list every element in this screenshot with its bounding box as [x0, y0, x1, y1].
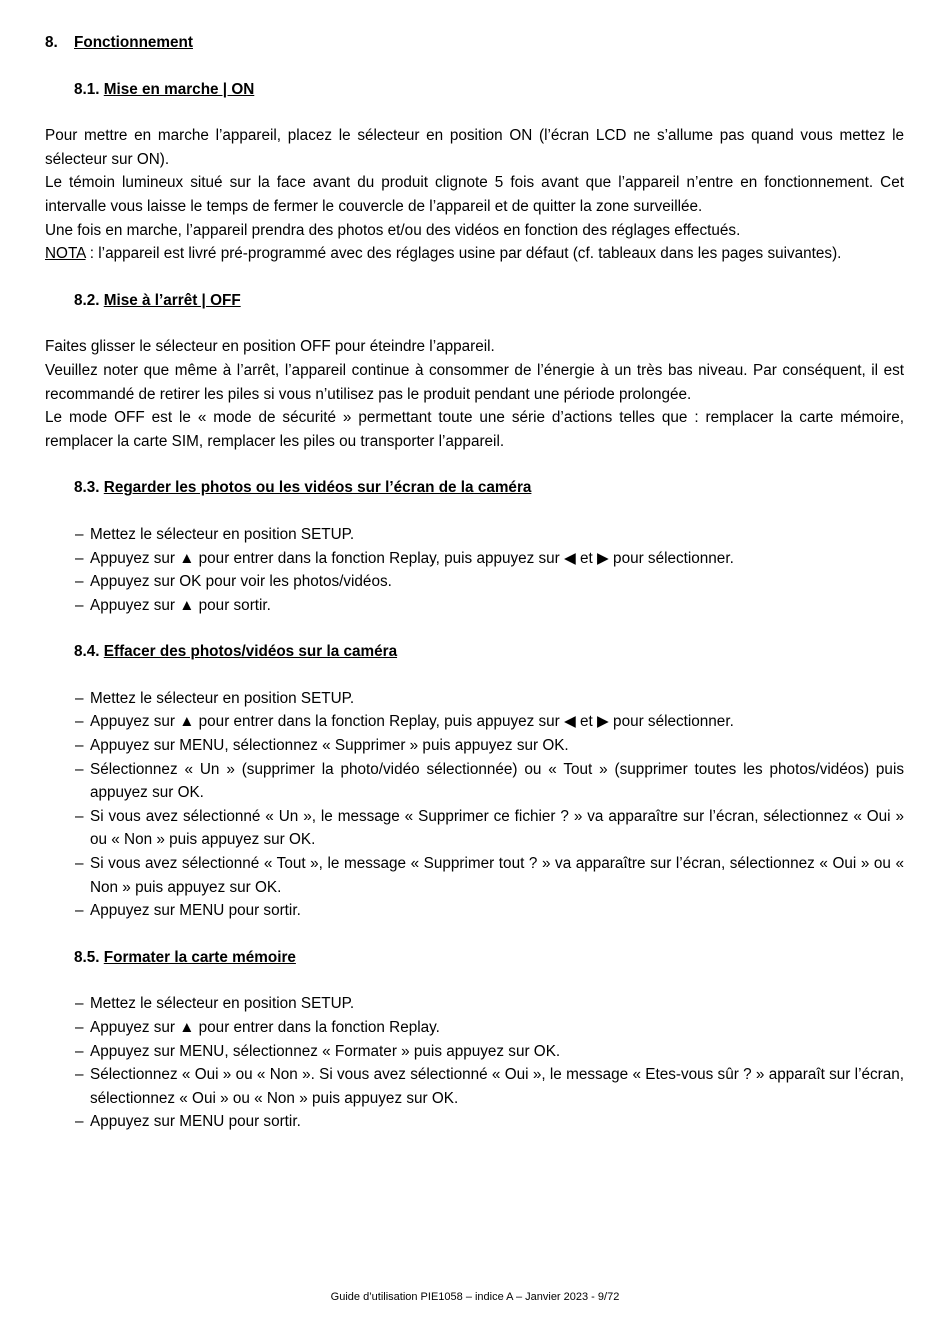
list-item: – Appuyez sur ▲ pour entrer dans la fonction Replay, puis appuyez sur ◀ et ▶ pour sélectionner.	[45, 710, 904, 734]
subsection-number: 8.2.	[74, 291, 100, 309]
paragraph: Faites glisser le sélecteur en position OFF pour éteindre l’appareil.	[45, 338, 495, 356]
paragraph: Pour mettre en marche l’appareil, placez le sélecteur en position ON (l’écran LCD ne s’allume pas quand vous mettez le sélecteur sur ON).	[45, 127, 904, 168]
list-item: – Appuyez sur MENU pour sortir.	[45, 1110, 904, 1134]
list-item: – Appuyez sur MENU, sélectionnez « Supprimer » puis appuyez sur OK.	[45, 734, 904, 758]
subsection-title: Formater la carte mémoire	[103, 948, 296, 966]
section-heading	[45, 31, 904, 55]
nota-label: NOTA	[45, 245, 86, 263]
list-item: – Appuyez sur MENU pour sortir.	[45, 899, 904, 923]
subsection-title: Regarder les photos ou les vidéos sur l’écran de la caméra	[103, 479, 532, 497]
paragraph: Veuillez noter que même à l’arrêt, l’appareil continue à consommer de l’énergie à un très bas niveau. Par conséquent, il est recommandé de retirer les piles si vous n’utilisez pas le produit pendant une période prolongée.	[45, 361, 904, 403]
list-item: – Mettez le sélecteur en position SETUP.	[45, 992, 904, 1016]
list-item: – Appuyez sur ▲ pour sortir.	[45, 594, 904, 618]
paragraph: Le mode OFF est le « mode de sécurité » permettant toute une série d’actions telles que : remplacer la carte mémoire, remplacer la carte SIM, remplacer les piles ou transporter l’appareil.	[45, 409, 904, 450]
list-item: – Si vous avez sélectionné « Tout », le message « Supprimer tout ? » va apparaître sur l’écran, sélectionnez « Oui » ou « Non » puis appuyez sur OK.	[45, 852, 904, 899]
list-item: – Sélectionnez « Oui » ou « Non ». Si vous avez sélectionné « Oui », le message « Etes-vous sûr ? » apparaît sur l’écran, sélectionnez « Oui » ou « Non » puis appuyez sur OK.	[45, 1063, 904, 1110]
list-item: – Appuyez sur ▲ pour entrer dans la fonction Replay, puis appuyez sur ◀ et ▶ pour sélectionner.	[45, 547, 904, 571]
document-page	[45, 31, 904, 1134]
list-item: – Mettez le sélecteur en position SETUP.	[45, 687, 904, 711]
subsection-title: Effacer des photos/vidéos sur la caméra	[103, 643, 398, 661]
subsection-heading-8-2	[74, 289, 904, 313]
nota-paragraph	[45, 242, 904, 266]
instruction-list-8-5	[45, 992, 904, 1134]
subsection-heading-8-4	[74, 640, 904, 664]
subsection-number: 8.5.	[74, 948, 100, 966]
subsection-number: 8.1.	[74, 80, 100, 98]
list-item: – Appuyez sur ▲ pour entrer dans la fonction Replay.	[45, 1016, 904, 1040]
instruction-list-8-3	[45, 523, 904, 617]
instruction-list-8-4	[45, 687, 904, 923]
section-title: Fonctionnement	[74, 34, 193, 51]
subsection-number: 8.4.	[74, 643, 100, 661]
list-item: – Mettez le sélecteur en position SETUP.	[45, 523, 904, 547]
subsection-heading-8-1	[74, 78, 904, 102]
list-item: – Sélectionnez « Un » (supprimer la photo/vidéo sélectionnée) ou « Tout » (supprimer toutes les photos/vidéos) puis appuyez sur OK.	[45, 758, 904, 805]
subsection-heading-8-5	[74, 946, 904, 970]
subsection-title: Mise en marche | ON	[103, 80, 255, 98]
subsection-number: 8.3.	[74, 479, 100, 497]
section-number: 8.	[45, 34, 58, 51]
page-footer: Guide d’utilisation PIE1058 – indice A – Janvier 2023 - 9/72	[330, 1291, 620, 1303]
list-item: – Si vous avez sélectionné « Un », le message « Supprimer ce fichier ? » va apparaître sur l’écran, sélectionnez « Oui » ou « Non » puis appuyez sur OK.	[45, 805, 904, 852]
nota-text: : l’appareil est livré pré-programmé avec des réglages usine par défaut (cf. tableaux dans les pages suivantes).	[85, 245, 842, 263]
paragraph: Le témoin lumineux situé sur la face avant du produit clignote 5 fois avant que l’appareil n’entre en fonctionnement. Cet intervalle vous laisse le temps de fermer le couvercle de l’appareil et de quitter la zone surveillée.	[45, 174, 904, 215]
subsection-title: Mise à l’arrêt | OFF	[103, 291, 241, 309]
paragraph: Une fois en marche, l’appareil prendra des photos et/ou des vidéos en fonction des réglages effectués.	[45, 221, 741, 239]
list-item: – Appuyez sur OK pour voir les photos/vidéos.	[45, 570, 904, 594]
subsection-heading-8-3	[74, 476, 904, 500]
list-item: – Appuyez sur MENU, sélectionnez « Formater » puis appuyez sur OK.	[45, 1040, 904, 1064]
